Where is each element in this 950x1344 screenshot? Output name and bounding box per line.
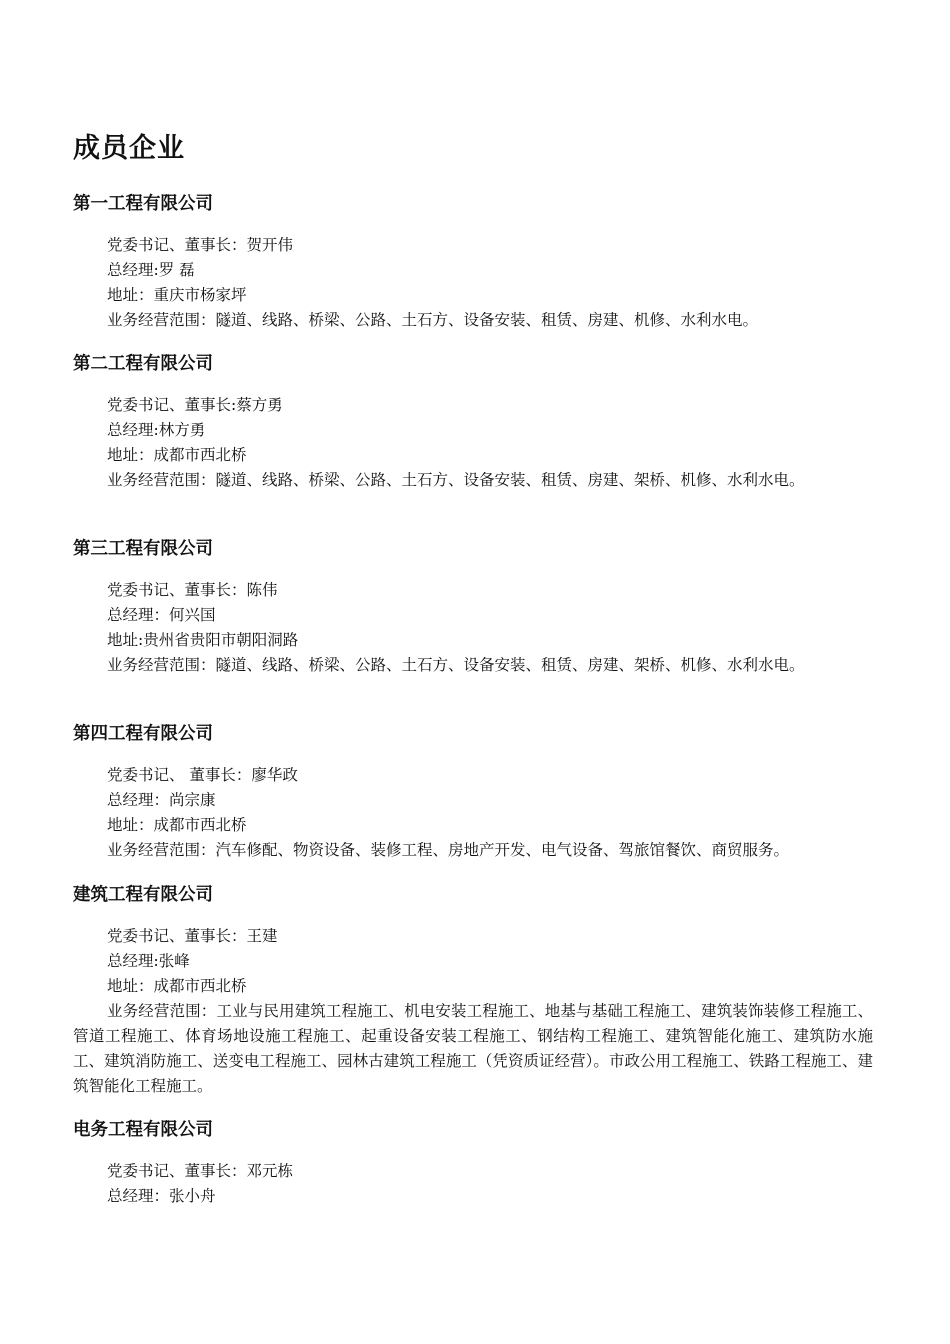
business-line: 业务经营范围：隧道、线路、桥梁、公路、土石方、设备安装、租赁、房建、机修、水利水电。: [107, 311, 759, 329]
business-line: 业务经营范围：汽车修配、物资设备、装修工程、房地产开发、电气设备、驾旅馆餐饮、商贸服务。: [107, 841, 790, 859]
address-line: 地址：成都市西北桥: [107, 977, 247, 995]
secretary-line: 党委书记、董事长：王建: [107, 927, 278, 945]
company-name: 第二工程有限公司: [73, 354, 213, 374]
company-name: 建筑工程有限公司: [73, 885, 213, 905]
address-line: 地址:贵州省贵阳市朝阳洞路: [107, 631, 299, 649]
secretary-line: 党委书记、董事长：邓元栋: [107, 1162, 294, 1180]
company-name: 第一工程有限公司: [73, 194, 213, 214]
company-name: 电务工程有限公司: [73, 1120, 213, 1140]
manager-line: 总经理：何兴国: [107, 606, 216, 624]
company-name: 第三工程有限公司: [73, 539, 213, 559]
address-line: 地址：重庆市杨家坪: [107, 286, 247, 304]
page-title: 成员企业: [73, 133, 185, 164]
company-details: [107, 924, 278, 999]
business-line: 业务经营范围：隧道、线路、桥梁、公路、土石方、设备安装、租赁、房建、架桥、机修、水利水电。: [107, 471, 805, 489]
manager-line: 总经理:林方勇: [107, 421, 206, 439]
company-name: 第四工程有限公司: [73, 724, 213, 744]
secretary-line: 党委书记、董事长：陈伟: [107, 581, 278, 599]
secretary-line: 党委书记、 董事长：廖华政: [107, 766, 298, 784]
business-paragraph: 业务经营范围：工业与民用建筑工程施工、机电安装工程施工、地基与基础工程施工、建筑装饰装修工程施工、管道工程施工、体育场地设施工程施工、起重设备安装工程施工、钢结构工程施工、建筑智能化施工、建筑防水施工、建筑消防施工、送变电工程施工、园林古建筑工程施工（凭资质证经营）。市政公用工程施工、铁路工程施工、建筑智能化工程施工。: [73, 1002, 873, 1095]
manager-line: 总经理:张峰: [107, 952, 190, 970]
company-details: [107, 1159, 293, 1209]
address-line: 地址：成都市西北桥: [107, 816, 247, 834]
address-line: 地址：成都市西北桥: [107, 446, 247, 464]
company-details: [107, 763, 789, 863]
company-details: [107, 393, 805, 493]
company-details: [107, 233, 758, 333]
manager-line: 总经理:罗 磊: [107, 261, 195, 279]
secretary-line: 党委书记、董事长：贺开伟: [107, 236, 294, 254]
manager-line: 总经理：张小舟: [107, 1187, 216, 1205]
company-details: [107, 578, 805, 678]
business-line: 业务经营范围：隧道、线路、桥梁、公路、土石方、设备安装、租赁、房建、架桥、机修、水利水电。: [107, 656, 805, 674]
secretary-line: 党委书记、董事长:蔡方勇: [107, 396, 283, 414]
manager-line: 总经理：尚宗康: [107, 791, 216, 809]
